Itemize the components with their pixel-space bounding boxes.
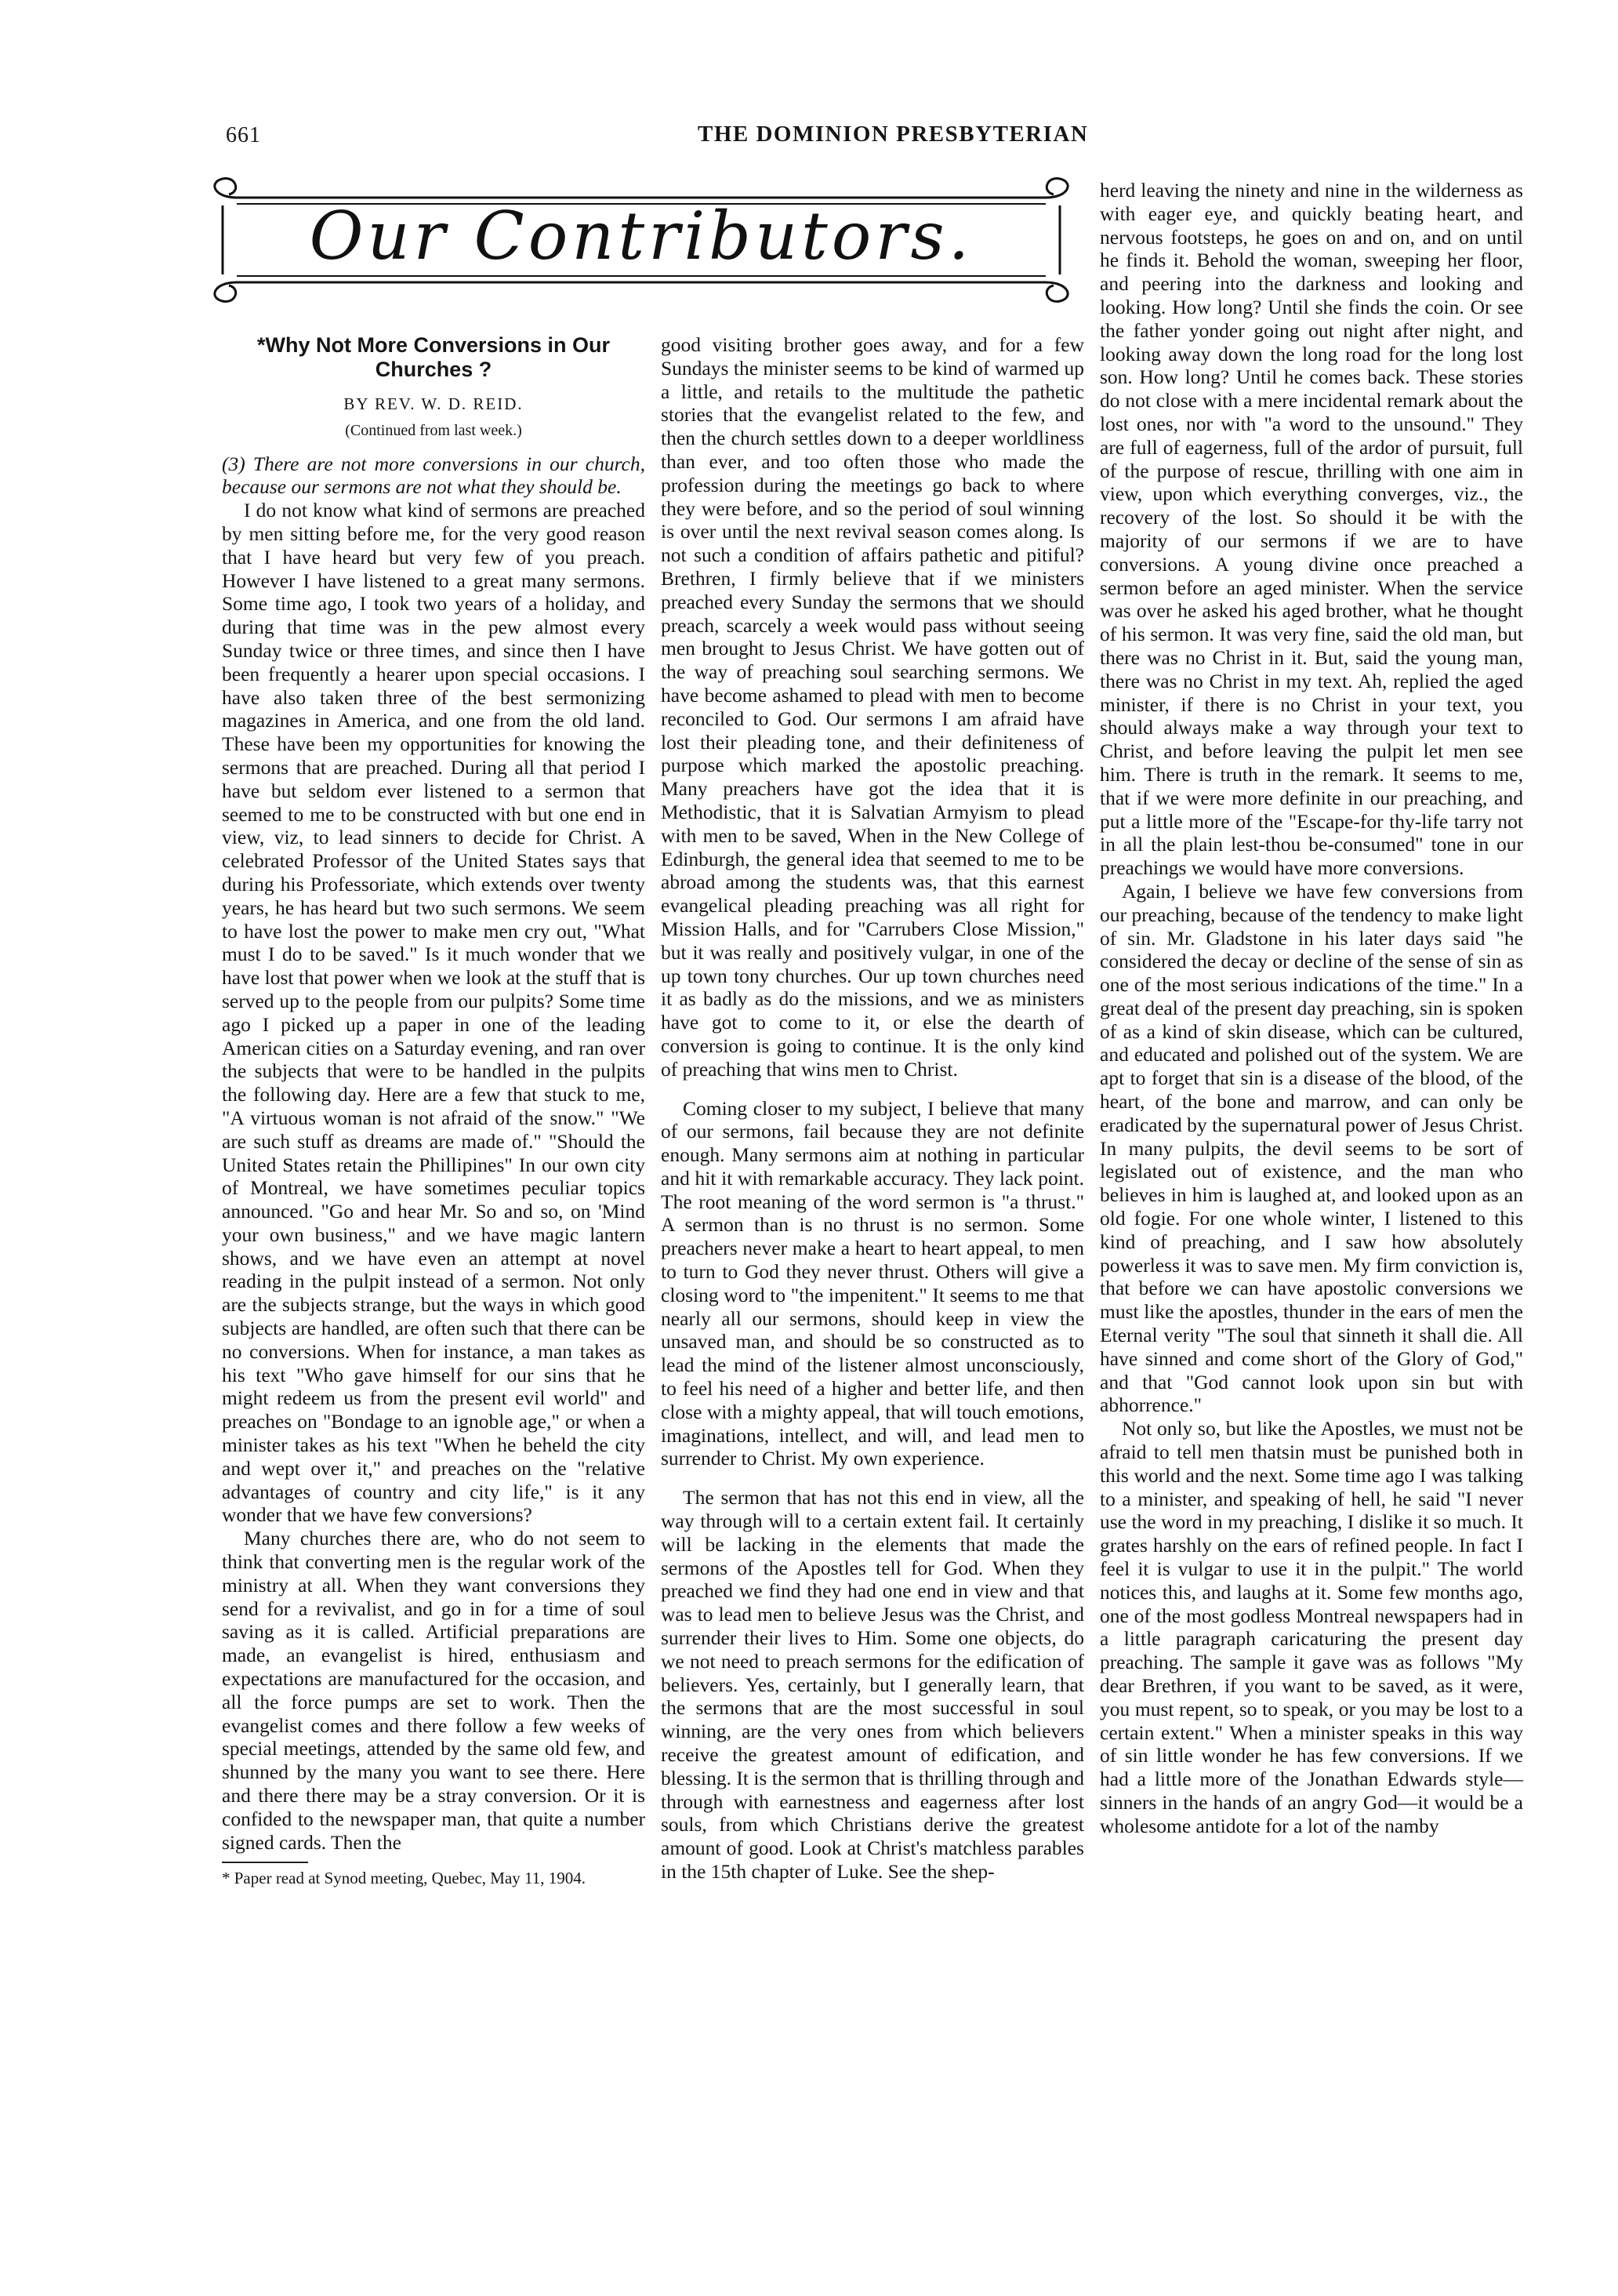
paragraph: Coming closer to my subject, I believe that many of our sermons, fail because they are not definite enough. Many sermons aim at nothing in particular and hit it with remarkable accuracy. They lack point. The root meaning of the word sermon is "a thrust." A sermon than is no thrust is no sermon. Some preachers never make a heart to heart appeal, to men to turn to God they never thrust. Others will give a closing word to "the impenitent." It seems to me that nearly all our sermons, should keep in view the unsaved man, and should be so constructed as to lead the mind of the listener almost unconsciously, to feel his need of a higher and better life, and then close with a mighty appeal, that will touch emotions, imaginations, intellect, and will, and lead men to surrender to Christ. My own experience. (661, 1096, 1084, 1470)
column-2 (661, 333, 1084, 1884)
column-1 (222, 333, 645, 1888)
paragraph-gap (661, 1470, 1084, 1486)
footnote: * Paper read at Synod meeting, Quebec, May 11, 1904. (222, 1869, 586, 1888)
paragraph: herd leaving the ninety and nine in the wilderness as with eager eye, and quickly beating heart, and nervous footsteps, he goes on and on, and on until he finds it. Behold the woman, sweeping her floor, and peering into the darkness and looking and looking. How long? Until she finds the coin. Or see the father yonder going out night after night, and looking away down the long road for the long lost son. How long? Until he comes back. These stories do not close with a mere incidental remark about the lost ones, nor with "a word to the unsound." They are full of eagerness, full of the ardor of pursuit, full of the purpose of rescue, thrilling with one aim in view, upon which everything converges, viz., the recovery of the lost. So should it be with the majority of our sermons if we are to have conversions. A young divine once preached a sermon before an aged minister. When the service was over he asked his aged brother, what he thought of his sermon. It was very fine, said the old man, but there was no Christ in it. But, said the young man, there was no Christ in my text. Ah, replied the aged minister, if there is no Christ in your text, you should always make a way through your text to Christ, and before leaving the pulpit let men see him. There is truth in the remark. It seems to me, that if we were more definite in our preaching, and put a little more of the "Escape-for thy-life tarry not in all the plain lest-thou be-consumed" tone in our preachings we would have more conversions. (1100, 179, 1523, 880)
paragraph: Many churches there are, who do not seem to think that converting men is the regular work of the ministry at all. When they want conversions they send for a revivalist, and go in for a time of soul saving as it is called. Artificial preparations are made, an evangelist is hired, enthusiasm and expectations are manufactured for the occasion, and all the force pumps are set to work. Then the evangelist comes and there follow a few weeks of special meetings, attended by the same old few, and shunned by the many you want to see there. Here and there there may be a stray conversion. Or it is confided to the newspaper man, that quite a number signed cards. Then the (222, 1527, 645, 1854)
paragraph: good visiting brother goes away, and for a few Sundays the minister seems to be kind of warmed up a little, and retails to the multitude the pathetic stories that the evangelist related to the few, and then the church settles down to a deeper worldliness than ever, and too often those who made the profession during the meetings go back to where they were before, and so the period of soul winning is over until the next revival season comes along. Is not such a condition of affairs pathetic and pitiful? Brethren, I firmly believe that if we ministers preached every Sunday the sermons that we should preach, scarcely a week would pass without seeing men brought to Jesus Christ. We have gotten out of the way of preaching soul searching sermons. We have become ashamed to plead with men to become reconciled to God. Our sermons I am afraid have lost their pleading tone, and their definiteness of purpose which marked the apostolic preaching. Many preachers have got the idea that it is Methodistic, that it is Salvatian Armyism to plead with men to be saved, When in the New College of Edinburgh, the general idea that seemed to me to be abroad among the students was, that this earnest evangelical pleading preaching was all right for Mission Halls, and for "Carrubers Close Mission," but it was really and positively vulgar, in one of the up town tony churches. Our up town churches need it as badly as do the missions, and we as ministers have got to come to it, or else the dearth of conversion is going to continue. It is the only kind of preaching that wins men to Christ. (661, 333, 1084, 1081)
continued-note: (Continued from last week.) (345, 421, 522, 439)
running-title: THE DOMINION PRESBYTERIAN (698, 122, 1089, 147)
paragraph: Again, I believe we have few conversions from our preaching, because of the tendency to make light of sin. Mr. Gladstone in his later days said "he considered the decay or decline of the sense of sin as one of the most serious indications of the time." In a great deal of the present day preaching, sin is spoken of as a kind of skin disease, which can be cultured, and educated and polished out of the system. We are apt to forget that sin is a disease of the blood, of the heart, of the bone and marrow, and can only be eradicated by the supernatural power of Jesus Christ. In many pulpits, the devil seems to be sort of legislated out of existence, and the man who believes in him is laughed at, and looked upon as an old fogie. For one whole winter, I listened to this kind of preaching, and I saw how absolutely powerless it was to save men. My firm conviction is, that before we can have apostolic conversions we must like the apostles, thunder in the ears of men the Eternal verity "The soul that sinneth it shall die. All have sinned and come short of the Glory of God," and that "God cannot look upon sin but with abhorrence." (1100, 879, 1523, 1417)
paragraph: Not only so, but like the Apostles, we must not be afraid to tell men thatsin must be punished both in this world and the next. Some time ago I was talking to a minister, and speaking of hell, he said "I never use the word in my preaching, I dislike it so much. It grates harshly on the ears of refined people. In fact I feel it is vulgar to use it in the pulpit." The world notices this, and laughs at it. Some few months ago, one of the most godless Montreal newspapers had in a little paragraph caricaturing the present day preaching. The sample it gave was as follows "My dear Brethren, if you want to be saved, as it were, you must repent, so to speak, or you may be lost to a certain extent." When a minister speaks in this way of sin little wonder he has few conversions. If we had a little more of the Jonathan Edwards style—sinners in the hands of an angry God—it would be a wholesome antidote for a lot of the namby (1100, 1417, 1523, 1837)
page-number: 661 (226, 123, 261, 147)
article-byline: BY REV. W. D. REID. (343, 394, 524, 413)
section-banner (205, 174, 1077, 306)
paragraph: The sermon that has not this end in view, all the way through will to a certain extent fail. It certainly will be lacking in the elements that made the sermons of the Apostles tell for God. When they preached we find they had one end in view and that was to lead men to believe Jesus was the Christ, and surrender their lives to Him. Some one objects, do we not need to preach sermons for the edification of believers. Yes, certainly, but I generally learn, that the sermons that are the most successful in soul winning, are the very ones from which believers receive the greatest amount of edification, and blessing. It is the sermon that is thrilling through and through with earnestness and eagerness after lost souls, from which Christians derive the greatest amount of good. Look at Christ's matchless parables in the 15th chapter of Luke. See the shep- (661, 1486, 1084, 1883)
paragraph-gap (661, 1081, 1084, 1097)
banner-title: Our Contributors. (309, 198, 974, 274)
footnote-rule (222, 1862, 308, 1863)
paragraph: (3) There are not more conversions in our church, because our sermons are not what they should be. (222, 452, 645, 499)
paragraph: I do not know what kind of sermons are preached by men sitting before me, for the very good reason that I have heard but very few of you preach. However I have listened to a great many sermons. Some time ago, I took two years of a holiday, and during that time was in the pew almost every Sunday twice or three times, and since then I have been frequently a hearer upon special occasions. I have also taken three of the best sermonizing magazines in America, and one from the old land. These have been my opportunities for knowing the sermons that are preached. During all that period I have but seldom ever listened to a sermon that seemed to me to be constructed with but one end in view, viz, to lead sinners to decide for Christ. A celebrated Professor of the United States says that during his Professoriate, which extends over twenty years, he has heard but two such sermons. We seem to have lost the power to make men cry out, "What must I do to be saved." Is it much wonder that we have lost that power when we look at the stuff that is served up to the people from our pulpits? Some time ago I picked up a paper in one of the leading American cities on a Saturday evening, and ran over the subjects that were to be handled in the pulpits the following day. Here are a few that stuck to me, "A virtuous woman is not afraid of the snow." "We are such stuff as dreams are made of." "Should the United States retain the Phillipines" In our own city of Montreal, we have sometimes peculiar topics announced. "Go and hear Mr. So and so, on 'Mind your own business," and we have magic lantern shows, and we have even an attempt at novel reading in the pulpit instead of a sermon. Not only are the subjects strange, but the ways in which good subjects are handled, are often such that there can be no conversions. When for instance, a man takes as his text "Who gave himself for our sins that he might redeem us from the present evil world" and preaches on "Bondage to an ignoble age," or when a minister takes as his text "When he beheld the city and wept over it," and preaches on the "relative advantages of country and city life," is it any wonder that we have few conversions? (222, 499, 645, 1527)
article-title: *Why Not More Conversions in Our Churches ? (256, 333, 611, 381)
page-header (219, 122, 1089, 161)
column-3 (1100, 179, 1523, 1838)
